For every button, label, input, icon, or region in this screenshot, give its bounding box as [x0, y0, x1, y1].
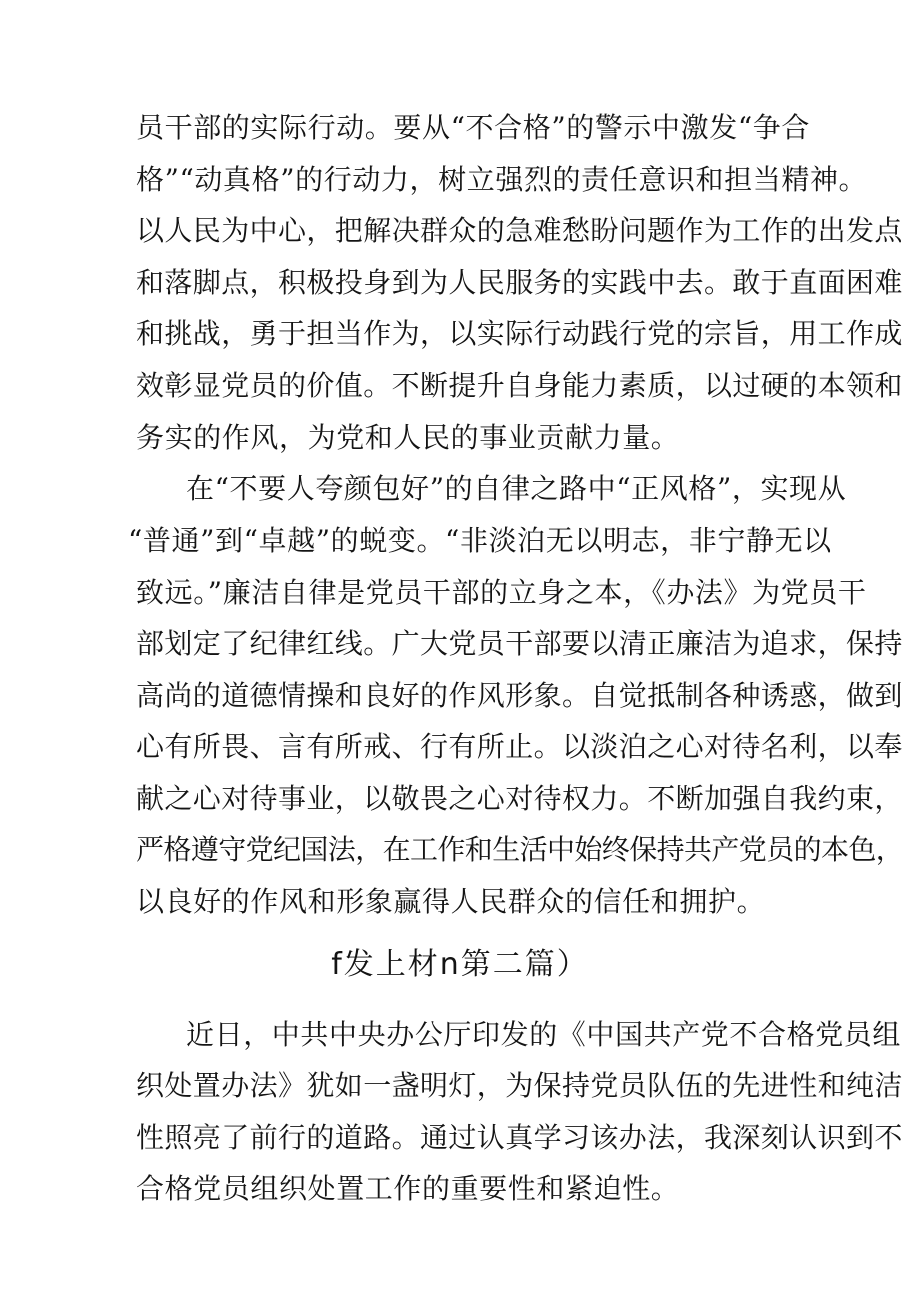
paragraph-2-line-3: 致远。”廉洁自律是党员干部的立身之本，《办法》为党员干: [136, 576, 867, 609]
paragraph-3-line-1: 近日，中共中央办公厅印发的《中国共产党不合格党员组: [186, 1018, 902, 1051]
paragraph-2-line-5: 高尚的道德情操和良好的作风形象。自觉抵制各种诱惑，做到: [136, 679, 903, 712]
paragraph-2-line-2: “普通”到“卓越”的蜕变。“非淡泊无以明志，非宁静无以: [128, 524, 832, 557]
paragraph-2-line-8: 严格遵守党纪国法，在工作和生活中始终保持共产党员的本色，: [136, 833, 904, 866]
paragraph-1-line-6: 效彰显党员的价值。不断提升自身能力素质，以过硬的本领和: [136, 369, 903, 402]
paragraph-2-line-6: 心有所畏、言有所戒、行有所止。以淡泊之心对待名利，以奉: [136, 730, 903, 763]
paragraph-3-line-2: 织处置办法》犹如一盏明灯，为保持党员队伍的先进性和纯洁: [136, 1069, 903, 1102]
paragraph-3-line-4: 合格党员组织处置工作的重要性和紧迫性。: [136, 1172, 680, 1205]
paragraph-2-line-9: 以良好的作风和形象赢得人民群众的信任和拥护。: [136, 885, 766, 918]
paragraph-1-line-3: 以人民为中心，把解决群众的急难愁盼问题作为工作的出发点: [136, 214, 903, 247]
paragraph-3-line-3: 性照亮了前行的道路。通过认真学习该办法，我深刻认识到不: [136, 1121, 903, 1154]
paragraph-1-line-7: 务实的作风，为党和人民的事业贡献力量。: [136, 421, 680, 454]
paragraph-2-line-7: 献之心对待事业，以敬畏之心对待权力。不断加强自我约束，: [136, 782, 903, 815]
paragraph-2-line-1: 在“不要人夸颜包好”的自律之路中“正风格”，实现从: [186, 472, 847, 505]
paragraph-1-line-1: 员干部的实际行动。要从“不合格”的警示中激发“争合: [136, 111, 810, 144]
paragraph-2-line-4: 部划定了纪律红线。广大党员干部要以清正廉洁为追求，保持: [136, 627, 903, 660]
section-heading: f发上材n第二篇）: [331, 947, 589, 982]
paragraph-1-line-4: 和落脚点，积极投身到为人民服务的实践中去。敢于直面困难: [136, 266, 903, 299]
paragraph-1-line-5: 和挑战，勇于担当作为，以实际行动践行党的宗旨，用工作成: [136, 317, 903, 350]
paragraph-1-line-2: 格”“动真格”的行动力，树立强烈的责任意识和担当精神。: [136, 163, 868, 196]
